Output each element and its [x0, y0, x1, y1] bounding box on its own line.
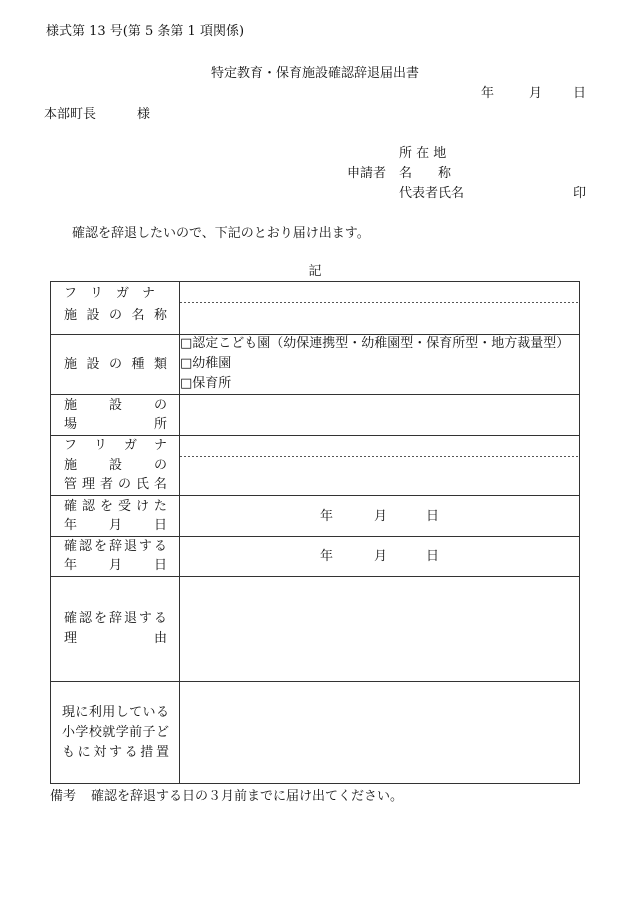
representative-label: 代表者氏名	[399, 186, 465, 201]
form-number: 様式第 13 号(第 5 条第 1 項関係)	[46, 24, 245, 39]
table-row-measures	[50, 682, 579, 783]
facility-name-field[interactable]	[179, 282, 579, 334]
reason-label-2: 理 由	[64, 631, 167, 646]
confirm-date-label-1: 確 認 を 受 け た	[64, 499, 167, 514]
option-hoikusho[interactable]: □保育所	[180, 376, 232, 391]
reason-label-1: 確 認 を 辞 退 す る	[64, 611, 167, 626]
reason-field[interactable]	[179, 577, 579, 681]
confirm-date-label-2: 年 月 日	[64, 518, 167, 533]
furigana-label: フ リ ガ ナ	[64, 286, 155, 301]
measures-label-1: 現 に 利 用 し て い る	[62, 705, 169, 720]
note-label: 備考	[50, 789, 77, 804]
measures-field[interactable]	[179, 682, 579, 783]
facility-type-label: 施 設 の 種 類	[64, 357, 167, 372]
facility-name-label: 施 設 の 名 称	[64, 308, 167, 323]
applicant-label: 申請者	[347, 166, 387, 181]
measures-label-3: も に 対 す る 措 置	[62, 745, 169, 760]
manager-name-field[interactable]	[179, 436, 579, 495]
table-row-confirm-date	[50, 496, 579, 536]
location-field[interactable]	[179, 395, 579, 435]
table-row-withdraw-date	[50, 537, 579, 576]
ki-label: 記	[308, 264, 322, 279]
page-title: 特定教育・保育施設確認辞退届出書	[210, 66, 419, 81]
note-text: 確認を辞退する日の３月前までに届け出てください。	[91, 789, 404, 804]
manager-label-2: 管 理 者 の 氏 名	[64, 477, 167, 492]
seal-mark: 印	[573, 186, 587, 201]
addressee-suffix: 様	[137, 107, 151, 122]
confirm-date-field[interactable]: 年 月 日	[320, 509, 440, 524]
date-year-label: 年	[481, 86, 495, 101]
date-month-label: 月	[529, 86, 543, 101]
location-label-1: 施 設 の	[64, 398, 167, 413]
withdraw-date-field[interactable]: 年 月 日	[320, 549, 440, 564]
manager-furigana-label: フ リ ガ ナ	[64, 438, 167, 453]
location-label-2: 場 所	[64, 417, 167, 432]
manager-label-1: 施 設 の	[64, 458, 167, 473]
withdraw-date-label-2: 年 月 日	[64, 558, 167, 573]
option-yochien[interactable]: □幼稚園	[180, 356, 232, 371]
withdraw-date-label-1: 確 認 を 辞 退 す る	[64, 539, 167, 554]
table-row-facility-type	[50, 335, 579, 394]
measures-label-2: 小 学 校 就 学 前 子 ど	[62, 725, 169, 740]
intro-text: 確認を辞退したいので、下記のとおり届け出ます。	[72, 226, 370, 241]
table-row-reason	[50, 577, 579, 681]
table-row-facility-name	[50, 282, 579, 334]
address-label: 所 在 地	[399, 146, 447, 161]
name-label: 名 称	[399, 166, 452, 181]
date-day-label: 日	[573, 86, 587, 101]
option-kodomoen[interactable]: □認定こども園（幼保連携型・幼稚園型・保育所型・地方裁量型）	[180, 336, 570, 351]
addressee: 本部町長	[44, 107, 97, 122]
table-row-manager	[50, 436, 579, 495]
table-row-location	[50, 395, 579, 435]
